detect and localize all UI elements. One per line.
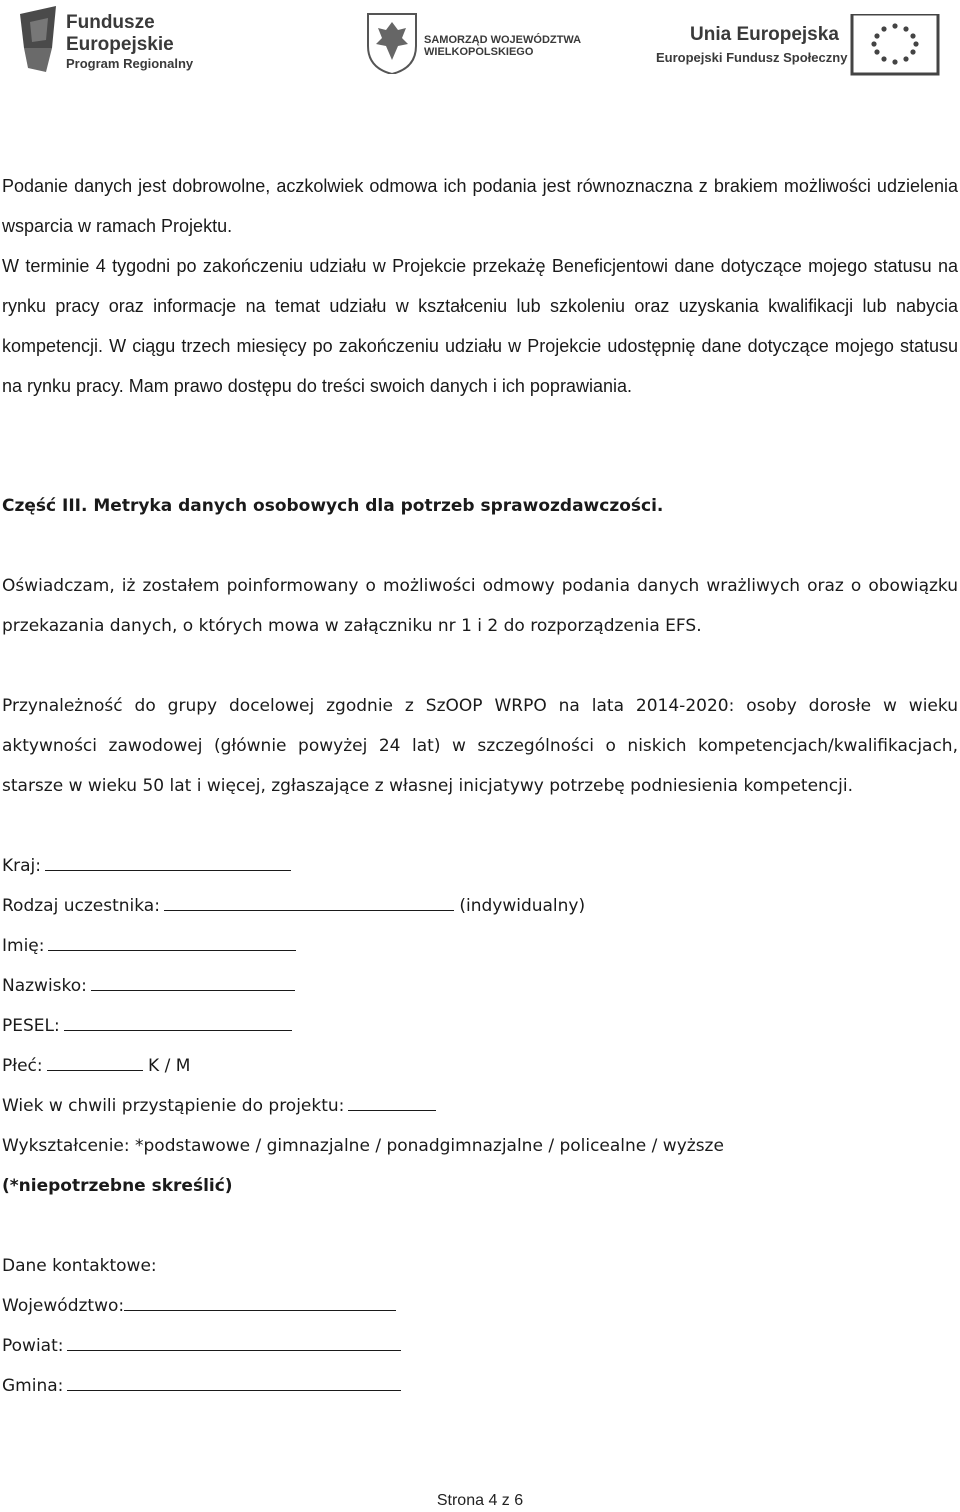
field-gmina-label: Gmina: (2, 1376, 64, 1396)
field-imie-input[interactable] (48, 932, 296, 951)
spacer (2, 406, 958, 486)
field-rodzaj-label: Rodzaj uczestnika: (2, 896, 160, 916)
field-pesel-input[interactable] (64, 1012, 292, 1031)
spacer (2, 646, 958, 686)
field-rodzaj (2, 886, 958, 926)
section-title: Część III. Metryka danych osobowych dla potrzeb sprawozdawczości. (2, 496, 664, 516)
field-imie-label: Imię: (2, 936, 45, 956)
field-powiat (2, 1326, 958, 1366)
field-wiek (2, 1086, 958, 1126)
field-powiat-label: Powiat: (2, 1336, 64, 1356)
field-pesel (2, 1006, 958, 1046)
logo-sw-line1: SAMORZĄD WOJEWÓDZTWA (424, 34, 582, 46)
document-body (2, 166, 958, 1406)
paragraph-obligations (2, 246, 958, 406)
field-imie (2, 926, 958, 966)
field-wojewodztwo-label: Województwo: (2, 1296, 125, 1316)
spacer (2, 526, 958, 566)
field-plec-input[interactable] (47, 1052, 143, 1071)
note-niepotrzebne: (*niepotrzebne skreślić) (2, 1176, 233, 1196)
field-powiat-input[interactable] (67, 1332, 401, 1351)
logo-fe-line1: Fundusze (66, 12, 155, 33)
page-header (0, 0, 960, 80)
page-number: Strona 4 z 6 (436, 1492, 524, 1509)
field-wyksztalcenie: Wykształcenie: *podstawowe / gimnazjalne / ponadgimnazjalne / policealne / wyższe (2, 1136, 724, 1156)
field-wiek-input[interactable] (348, 1092, 436, 1111)
field-nazwisko (2, 966, 958, 1006)
logo-ue-line1: Unia Europejska (690, 24, 839, 45)
field-wiek-label: Wiek w chwili przystąpienie do projektu: (2, 1096, 345, 1116)
paragraph-obligations-part1: W terminie 4 tygodni po zakończeniu udziału w Projekcie przekażę Beneficjentowi dane dotyczące mojego statusu na rynku pracy oraz informacje na temat udziału w kształceniu lub szkoleniu oraz uzyskania kwalifikacji lub nabycia kompetencji. (2, 256, 958, 356)
field-rodzaj-input[interactable] (164, 892, 454, 911)
logo-sw-line2: WIELKOPOLSKIEGO (424, 46, 534, 58)
personal-data-form (2, 846, 958, 1406)
contact-heading: Dane kontaktowe: (2, 1256, 157, 1276)
field-rodzaj-suffix: (indywidualny) (459, 896, 586, 916)
field-plec-label: Płeć: (2, 1056, 43, 1076)
spacer (2, 806, 958, 846)
field-nazwisko-input[interactable] (91, 972, 295, 991)
paragraph-declaration: Oświadczam, iż zostałem poinformowany o możliwości odmowy podania danych wrażliwych oraz o obowiązku przekazania danych, o których mowa w załączniku nr 1 i 2 do rozporządzenia EFS. (2, 576, 958, 636)
field-nazwisko-label: Nazwisko: (2, 976, 87, 996)
logo-fe-line2: Europejskie (66, 34, 174, 55)
paragraph-consent: Podanie danych jest dobrowolne, aczkolwiek odmowa ich podania jest równoznaczna z brakiem możliwości udzielenia wsparcia w ramach Projektu. (2, 176, 958, 236)
field-gmina-input[interactable] (67, 1372, 401, 1391)
field-kraj (2, 846, 958, 886)
field-pesel-label: PESEL: (2, 1016, 60, 1036)
field-kraj-input[interactable] (45, 852, 291, 871)
field-kraj-label: Kraj: (2, 856, 42, 876)
field-gmina (2, 1366, 958, 1406)
field-wojewodztwo (2, 1286, 958, 1326)
spacer (2, 1206, 958, 1246)
field-plec (2, 1046, 958, 1086)
logo-fe-line3: Program Regionalny (66, 56, 194, 71)
logo-ue-line2: Europejski Fundusz Społeczny (656, 50, 848, 65)
field-plec-suffix: K / M (148, 1056, 191, 1076)
paragraph-target-group: Przynależność do grupy docelowej zgodnie z SzOOP WRPO na lata 2014-2020: osoby dorosłe w wieku aktywności zawodowej (głównie powyżej 24 lat) w szczególności o niskich kompetencjach/kwalifikacjach, starsze w wieku 50 lat i więcej, zgłaszające z własnej inicjatywy potrzebę podniesienia kompetencji. (2, 696, 958, 796)
field-wojewodztwo-input[interactable] (124, 1292, 396, 1311)
paragraph-obligations-part2: W ciągu trzech miesięcy po zakończeniu udziału w Projekcie udostępnię dane dotyczące mojego statusu na rynku pracy. Mam prawo dostępu do treści swoich danych i ich poprawiania. (2, 336, 958, 396)
